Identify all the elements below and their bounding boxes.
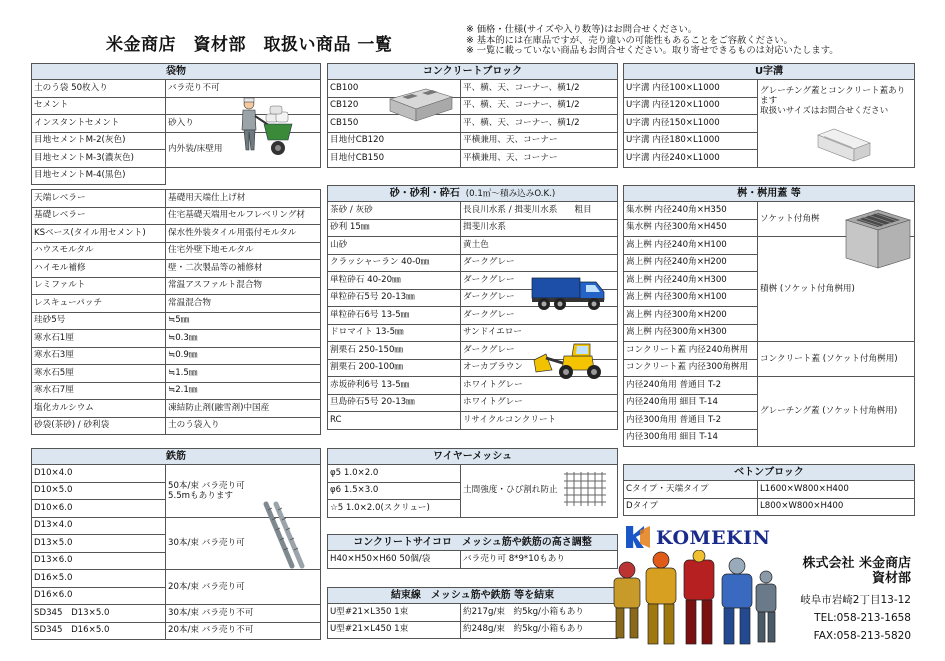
item-name: 内径240角用 細目 T-14	[624, 394, 758, 412]
item-name: 旦島砕石5号 20-13㎜	[328, 394, 461, 412]
item-note: 揖斐川水系	[461, 219, 618, 237]
kessoku-header: 結束線 メッシュ筋や鉄筋 等を結束	[328, 588, 618, 604]
item-name: D16×5.0	[32, 570, 166, 588]
item-note: 平横兼用、天、コーナー	[461, 150, 618, 168]
item-note: ホワイトグレー	[461, 377, 618, 395]
item-note: 砂入り	[166, 115, 321, 133]
item-note: バラ売り可 8*9*10もあり	[461, 551, 618, 569]
item-name: φ6 1.5×3.0	[328, 482, 461, 500]
item-name: φ5 1.0×2.0	[328, 465, 461, 483]
item-name: 嵩上桝 内径240角×H200	[624, 254, 758, 272]
item-name: 嵩上桝 内径300角×H100	[624, 289, 758, 307]
company-name-line2: 資材部	[871, 571, 911, 586]
item-note: ≒1.5㎜	[166, 365, 321, 383]
fukuromono-header: 袋物	[32, 64, 321, 80]
item-name: 天端レベラー	[32, 190, 166, 208]
item-name: SD345 D16×5.0	[32, 622, 166, 640]
item-name: 目地セメントM-2(灰色)	[32, 132, 166, 150]
item-note: 基礎用天端仕上げ材	[166, 190, 321, 208]
catch-basin-illustration	[842, 206, 914, 272]
item-name: 単粒砕石5号 20-13㎜	[328, 289, 461, 307]
umizo-header: U字溝	[624, 64, 915, 80]
item-name: Dタイプ	[624, 498, 758, 516]
item-name: U字溝 内径120×L1000	[624, 97, 758, 115]
item-name: 嵩上桝 内径240角×H100	[624, 237, 758, 255]
item-name: 土のう袋 50枚入り	[32, 80, 166, 98]
item-name: 内径300角用 細目 T-14	[624, 429, 758, 447]
item-name: D13×6.0	[32, 552, 166, 570]
umizo-note: グレーチング蓋とコンクリート蓋あります 取扱いサイズはお問合せください	[758, 80, 915, 168]
item-note: L1600×W800×H400	[758, 481, 915, 499]
item-name: D13×4.0	[32, 517, 166, 535]
masu-header: 桝・桝用蓋 等	[624, 186, 915, 202]
item-name: U型#21×L450 1束	[328, 621, 461, 639]
item-note: ≒5㎜	[166, 312, 321, 330]
item-name: 目地付CB120	[328, 132, 461, 150]
item-name: 寒水石7厘	[32, 382, 166, 400]
item-name: 寒水石3厘	[32, 347, 166, 365]
item-note: 黄土色	[461, 237, 618, 255]
company-name-line1: 株式会社 米金商店	[802, 556, 911, 571]
item-name: 寒水石1厘	[32, 330, 166, 348]
dump-truck-illustration	[530, 270, 608, 312]
item-name: ハウスモルタル	[32, 242, 166, 260]
item-name: コンクリート蓋 内径300角桝用	[624, 359, 758, 377]
item-name: 茶砂 / 灰砂	[328, 202, 461, 220]
wire-mesh-illustration	[562, 470, 608, 508]
item-note: ≒2.1㎜	[166, 382, 321, 400]
item-note: 平横兼用、天、コーナー	[461, 132, 618, 150]
item-name: 嵩上桝 内径300角×H200	[624, 307, 758, 325]
company-address: 岐阜市岩崎2丁目13-12	[800, 594, 911, 606]
item-name: RC	[328, 412, 461, 430]
item-note: グレーチング蓋 (ソケット付角桝用)	[758, 377, 915, 447]
item-name: CB150	[328, 115, 461, 133]
item-note: 土間強度・ひび割れ防止	[461, 465, 618, 518]
worker-wheelbarrow-illustration	[236, 94, 296, 164]
item-name: U字溝 内径180×L1000	[624, 132, 758, 150]
item-name: ☆5 1.0×2.0(スクリュー)	[328, 500, 461, 518]
item-name: 集水桝 内径240角×H350	[624, 202, 758, 220]
item-note: オーカブラウン	[461, 359, 618, 377]
item-note: 50本/束 バラ売り可 5.5mもあります	[166, 465, 321, 518]
item-name: 赤坂砕利6号 13-5㎜	[328, 377, 461, 395]
wire-header: ワイヤーメッシュ	[328, 449, 618, 465]
item-name: クラッシャーラン 40-0㎜	[328, 254, 461, 272]
concrete-block-illustration	[386, 83, 456, 123]
item-note: 内外装/床壁用	[166, 132, 321, 167]
item-note: バラ売り不可	[166, 80, 321, 98]
item-note: 積桝 (ソケット付角桝用)	[758, 237, 915, 342]
item-note: リサイクルコンクリート	[461, 412, 618, 430]
item-name: 集水桝 内径300角×H450	[624, 219, 758, 237]
item-note: 30本/束 バラ売り可	[166, 517, 321, 570]
note-line: ※ 価格・仕様(サイズや入り数等)はお問合せください。	[466, 24, 698, 35]
item-name: 嵩上桝 内径300角×H300	[624, 324, 758, 342]
saikoro-table	[327, 534, 618, 569]
item-name: 山砂	[328, 237, 461, 255]
item-note: 常温混合物	[166, 295, 321, 313]
item-note: ホワイトグレー	[461, 394, 618, 412]
item-name: 内径300角用 普通目 T-2	[624, 412, 758, 430]
item-name: コンクリート蓋 内径240角桝用	[624, 342, 758, 360]
item-note: 住宅基礎天端用セルフレベリング材	[166, 207, 321, 225]
item-name: 基礎レベラー	[32, 207, 166, 225]
item-note: 住宅外壁下地モルタル	[166, 242, 321, 260]
item-name: 割栗石 200-100㎜	[328, 359, 461, 377]
item-name: 砂袋(茶砂) / 砂利袋	[32, 417, 166, 435]
item-name: 単粒砕石 40-20㎜	[328, 272, 461, 290]
item-note: ≒0.3㎜	[166, 330, 321, 348]
rebar-illustration	[262, 500, 308, 572]
item-name: H40×H50×H60 50個/袋	[328, 551, 461, 569]
item-note: L800×W800×H400	[758, 498, 915, 516]
item-name: D16×6.0	[32, 587, 166, 605]
item-note: 保水性外装タイル用張付モルタル	[166, 225, 321, 243]
item-name: U字溝 内径100×L1000	[624, 80, 758, 98]
sand-header	[328, 186, 618, 202]
item-name: U字溝 内径150×L1000	[624, 115, 758, 133]
tekkin-header: 鉄筋	[32, 449, 321, 465]
item-note: ソケット付角桝	[758, 202, 915, 237]
item-note: 平、横、天、コーナー、横1/2	[461, 97, 618, 115]
item-note: 平、横、天、コーナー、横1/2	[461, 80, 618, 98]
item-name: CB100	[328, 80, 461, 98]
logo-text: KOMEKIN	[656, 527, 771, 549]
item-name: レスキューパッチ	[32, 295, 166, 313]
wheel-loader-illustration	[532, 340, 608, 380]
company-contact	[793, 591, 911, 645]
company-tel: TEL:058-213-1658	[814, 612, 911, 624]
item-name: レミファルト	[32, 277, 166, 295]
item-name: 塩化カルシウム	[32, 400, 166, 418]
item-name: 目地セメントM-3(濃灰色)	[32, 150, 166, 168]
item-note: 20本/束 バラ売り可	[166, 570, 321, 605]
note-line: ※ 一覧に載っていない商品もお問合せください。取り寄せできるものは対応いたします。	[466, 45, 839, 56]
note-line: ※ 基本的には在庫品ですが、売り違いの可能性もあることをご容赦ください。	[466, 34, 793, 46]
sand-header-title: 砂・砂利・砕石	[389, 187, 460, 199]
item-note: 凍結防止剤(融雪剤)中国産	[166, 400, 321, 418]
item-note: ダークグレー	[461, 289, 618, 307]
item-name: 目地付CB150	[328, 150, 461, 168]
item-note: 約217g/束 約5kg/小箱もあり	[461, 604, 618, 622]
kessoku-table	[327, 587, 618, 639]
item-note: ≒0.9㎜	[166, 347, 321, 365]
saikoro-header: コンクリートサイコロ メッシュ筋や鉄筋の高さ調整	[328, 535, 618, 551]
item-note: 常温アスファルト混合物	[166, 277, 321, 295]
blank-cell	[166, 167, 321, 185]
page-title: 米金商店 資材部 取扱い商品 一覧	[106, 35, 393, 55]
beton-table	[623, 464, 915, 516]
item-name: SD345 D13×5.0	[32, 605, 166, 623]
item-name: KSベース(タイル用セメント)	[32, 225, 166, 243]
item-name: 砂利 15㎜	[328, 219, 461, 237]
company-fax: FAX:058-213-5820	[813, 630, 911, 642]
company-name	[781, 556, 911, 586]
block-table	[327, 63, 618, 168]
item-name: 単粒砕石6号 13-5㎜	[328, 307, 461, 325]
item-note: 土のう袋入り	[166, 417, 321, 435]
company-logo	[626, 526, 770, 549]
item-name: ハイモル補修	[32, 260, 166, 278]
item-note: ダークグレー	[461, 307, 618, 325]
item-name: 寒水石5厘	[32, 365, 166, 383]
item-name: D10×4.0	[32, 465, 166, 483]
item-note: ダークグレー	[461, 254, 618, 272]
item-note: ダークグレー	[461, 272, 618, 290]
block-header: コンクリートブロック	[328, 64, 618, 80]
item-name: D13×5.0	[32, 535, 166, 553]
sand-header-sub: (0.1㎥～積み込みO.K.)	[465, 188, 556, 199]
item-note: 30本/束 バラ売り不可	[166, 605, 321, 623]
item-name: セメント	[32, 97, 166, 115]
notes	[466, 25, 839, 57]
item-note: 壁・二次製品等の補修材	[166, 260, 321, 278]
item-note: 長良川水系 / 揖斐川水系 粗目	[461, 202, 618, 220]
item-name: Cタイプ・天端タイプ	[624, 481, 758, 499]
item-note: サンドイエロー	[461, 324, 618, 342]
item-name: 目地セメントM-4(黒色)	[32, 167, 166, 185]
beton-header: ベトンブロック	[624, 465, 915, 481]
item-note: 平、横、天、コーナー、横1/2	[461, 115, 618, 133]
item-note: ダークグレー	[461, 342, 618, 360]
item-name: U字溝 内径240×L1000	[624, 150, 758, 168]
item-name: 珪砂5号	[32, 312, 166, 330]
item-name: 嵩上桝 内径240角×H300	[624, 272, 758, 290]
item-note: 約248g/束 約5kg/小箱もあり	[461, 621, 618, 639]
item-note: コンクリート蓋 (ソケット付角桝用)	[758, 342, 915, 377]
item-note: 20本/束 バラ売り不可	[166, 622, 321, 640]
item-name: U型#21×L350 1束	[328, 604, 461, 622]
item-name: D10×6.0	[32, 500, 166, 518]
item-name: インスタントセメント	[32, 115, 166, 133]
item-name: D10×5.0	[32, 482, 166, 500]
robot-mascots-illustration	[606, 550, 782, 652]
item-name: CB120	[328, 97, 461, 115]
u-gutter-illustration	[814, 125, 874, 165]
item-name: 内径240角用 普通目 T-2	[624, 377, 758, 395]
item-name: 割栗石 250-150㎜	[328, 342, 461, 360]
item-name: ドロマイト 13-5㎜	[328, 324, 461, 342]
